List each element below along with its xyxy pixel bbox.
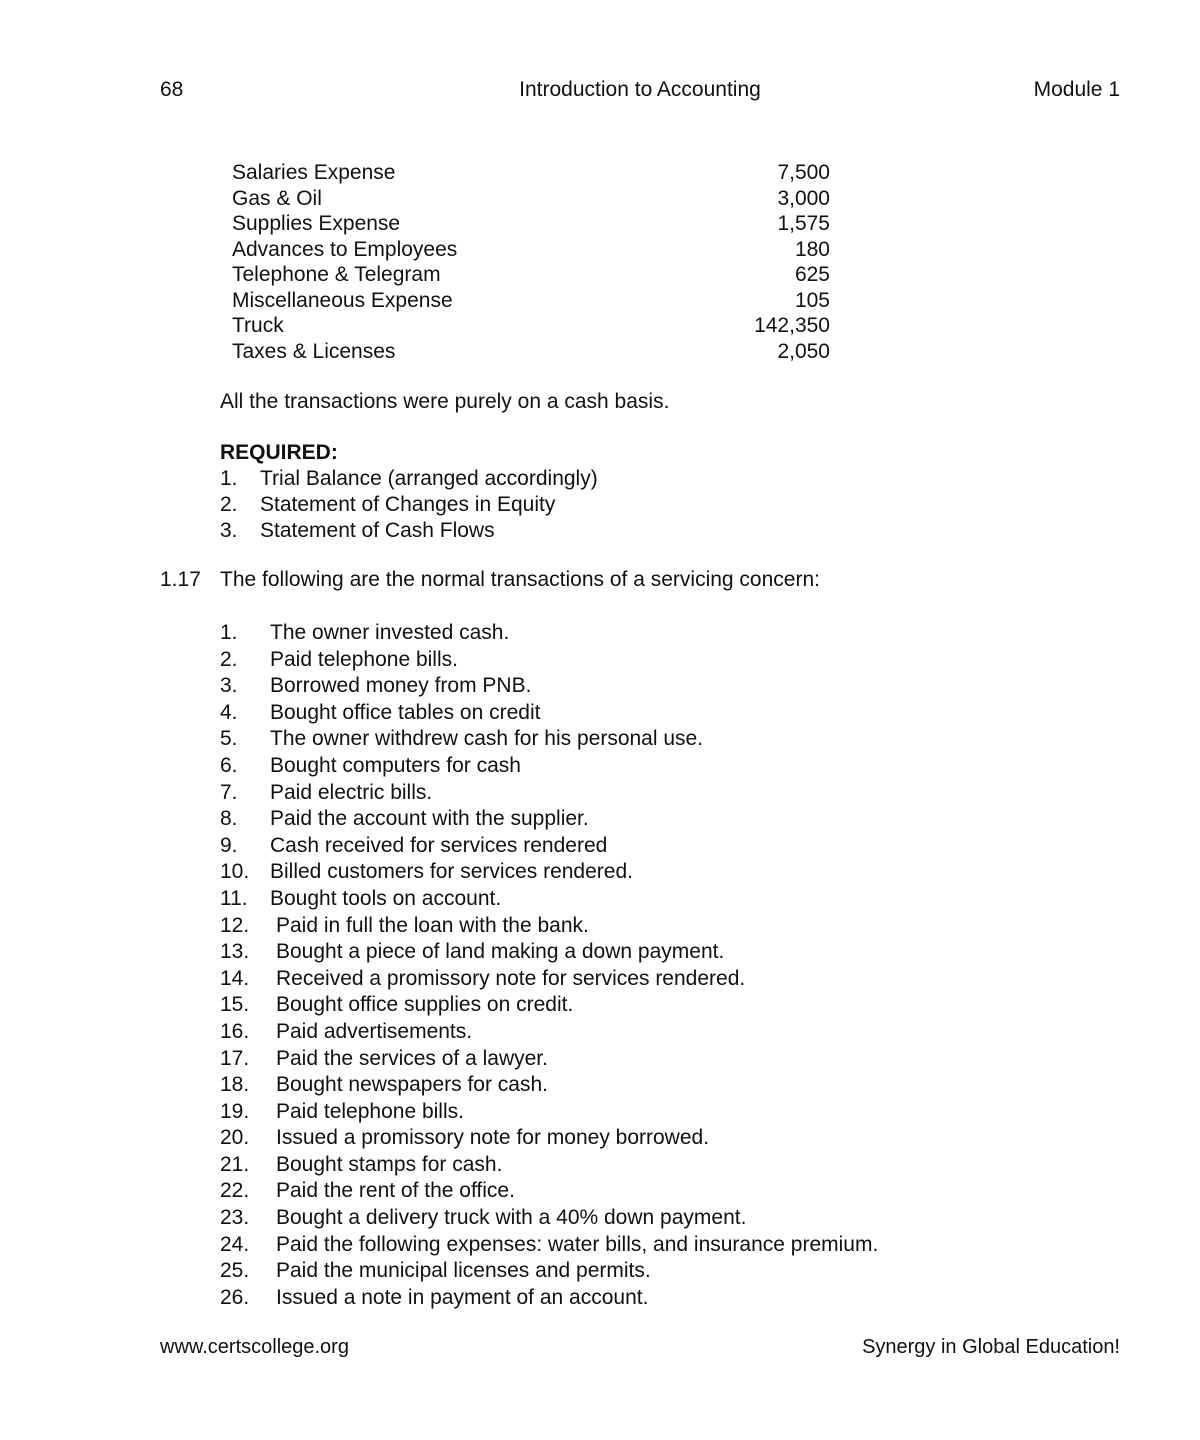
account-amount: 180 (794, 237, 830, 261)
transaction-number: 26. (220, 1285, 250, 1309)
transaction-number: 9. (220, 833, 238, 857)
account-row (232, 186, 832, 212)
transaction-number: 21. (220, 1152, 250, 1176)
transaction-number: 2. (220, 647, 238, 671)
transaction-number: 5. (220, 727, 238, 751)
transaction-number: 25. (220, 1259, 250, 1283)
required-item-text: Statement of Cash Flows (260, 519, 495, 542)
transaction-text: Bought office supplies on credit. (276, 993, 574, 1017)
required-item (220, 466, 598, 492)
footer-slogan: Synergy in Global Education! (862, 1336, 1120, 1358)
required-item-number: 3. (220, 519, 238, 542)
required-section (220, 440, 598, 544)
transaction-number: 14. (220, 966, 250, 990)
account-amount: 105 (794, 288, 830, 312)
required-title: REQUIRED: (220, 441, 338, 464)
transaction-text: Billed customers for services rendered. (270, 860, 633, 884)
transaction-text: Paid the following expenses: water bills, and insurance premium. (276, 1232, 879, 1256)
transaction-text: Borrowed money from PNB. (270, 674, 532, 698)
transaction-number: 4. (220, 700, 238, 724)
account-row (232, 211, 832, 237)
account-name: Supplies Expense (232, 212, 401, 235)
transaction-number: 24. (220, 1232, 250, 1256)
transaction-text: Paid the rent of the office. (276, 1179, 515, 1203)
transaction-number: 15. (220, 993, 250, 1017)
problem-text: The following are the normal transactions of a servicing concern: (220, 568, 820, 591)
transaction-number: 20. (220, 1126, 250, 1150)
account-row (232, 288, 832, 314)
transaction-text: Paid electric bills. (270, 780, 433, 804)
required-list (220, 466, 598, 544)
transaction-number: 23. (220, 1206, 250, 1230)
transaction-number: 1. (220, 621, 238, 644)
transaction-text: Issued a promissory note for money borrowed. (276, 1126, 710, 1150)
transaction-text: Bought computers for cash (270, 753, 521, 777)
account-amount: 7,500 (777, 161, 830, 184)
page-header (160, 78, 1120, 108)
transaction-number: 22. (220, 1179, 250, 1203)
transaction-number: 12. (220, 913, 250, 937)
account-amount: 3,000 (777, 186, 830, 210)
account-name: Advances to Employees (232, 237, 458, 261)
account-row (232, 237, 832, 263)
problem-number: 1.17 (160, 568, 201, 591)
transaction-text: Paid telephone bills. (270, 647, 458, 671)
account-amount: 625 (794, 263, 830, 286)
account-amount: 142,350 (754, 314, 830, 337)
transaction-text: Issued a note in payment of an account. (276, 1285, 649, 1309)
transaction-text: The owner invested cash. (270, 621, 510, 644)
account-row (232, 339, 832, 365)
required-item (220, 492, 556, 518)
transaction-number: 19. (220, 1099, 250, 1123)
transaction-number: 16. (220, 1019, 250, 1043)
account-row (232, 313, 832, 339)
account-name: Gas & Oil (232, 186, 322, 210)
transaction-text: Paid the services of a lawyer. (276, 1046, 548, 1070)
transaction-number: 13. (220, 940, 250, 964)
account-name: Taxes & Licenses (232, 339, 396, 363)
required-item-number: 2. (220, 493, 238, 516)
transaction-text: Bought stamps for cash. (276, 1152, 503, 1176)
cash-basis-note: All the transactions were purely on a cash basis. (220, 390, 670, 413)
page-number: 68 (160, 78, 184, 101)
book-title: Introduction to Accounting (519, 78, 761, 101)
required-item-text: Statement of Changes in Equity (260, 493, 556, 516)
required-item-text: Trial Balance (arranged accordingly) (260, 467, 598, 490)
transaction-text: Cash received for services rendered (270, 833, 608, 857)
account-list (232, 160, 832, 364)
transaction-text: Bought a piece of land making a down payment. (276, 940, 725, 964)
transaction-number: 3. (220, 674, 238, 698)
transaction-number: 7. (220, 780, 238, 804)
transaction-text: Bought a delivery truck with a 40% down payment. (276, 1206, 747, 1230)
account-amount: 2,050 (777, 339, 830, 363)
transaction-number: 17. (220, 1046, 250, 1070)
transaction-text: Received a promissory note for services rendered. (276, 966, 746, 990)
account-row (232, 160, 832, 186)
account-name: Miscellaneous Expense (232, 288, 453, 312)
account-amount: 1,575 (777, 212, 830, 235)
transaction-number: 11. (220, 886, 248, 910)
transaction-text: Bought tools on account. (270, 886, 502, 910)
account-name: Truck (232, 314, 284, 337)
required-item (220, 518, 495, 544)
footer-url: www.certscollege.org (160, 1336, 349, 1358)
transaction-text: The owner withdrew cash for his personal use. (270, 727, 704, 751)
transaction-number: 10. (220, 860, 250, 884)
transaction-text: Paid telephone bills. (276, 1099, 464, 1123)
transaction-number: 8. (220, 807, 238, 831)
transaction-text: Paid advertisements. (276, 1019, 473, 1043)
transaction-number: 18. (220, 1073, 250, 1097)
account-name: Telephone & Telegram (232, 263, 441, 286)
account-row (232, 262, 832, 288)
account-name: Salaries Expense (232, 161, 396, 184)
transaction-text: Bought newspapers for cash. (276, 1073, 548, 1097)
transaction-number: 6. (220, 753, 238, 777)
transaction-text: Paid the account with the supplier. (270, 807, 589, 831)
required-item-number: 1. (220, 467, 238, 490)
module-label: Module 1 (1033, 78, 1120, 101)
transaction-text: Paid the municipal licenses and permits. (276, 1259, 651, 1283)
transaction-text: Bought office tables on credit (270, 700, 541, 724)
transaction-text: Paid in full the loan with the bank. (276, 913, 589, 937)
